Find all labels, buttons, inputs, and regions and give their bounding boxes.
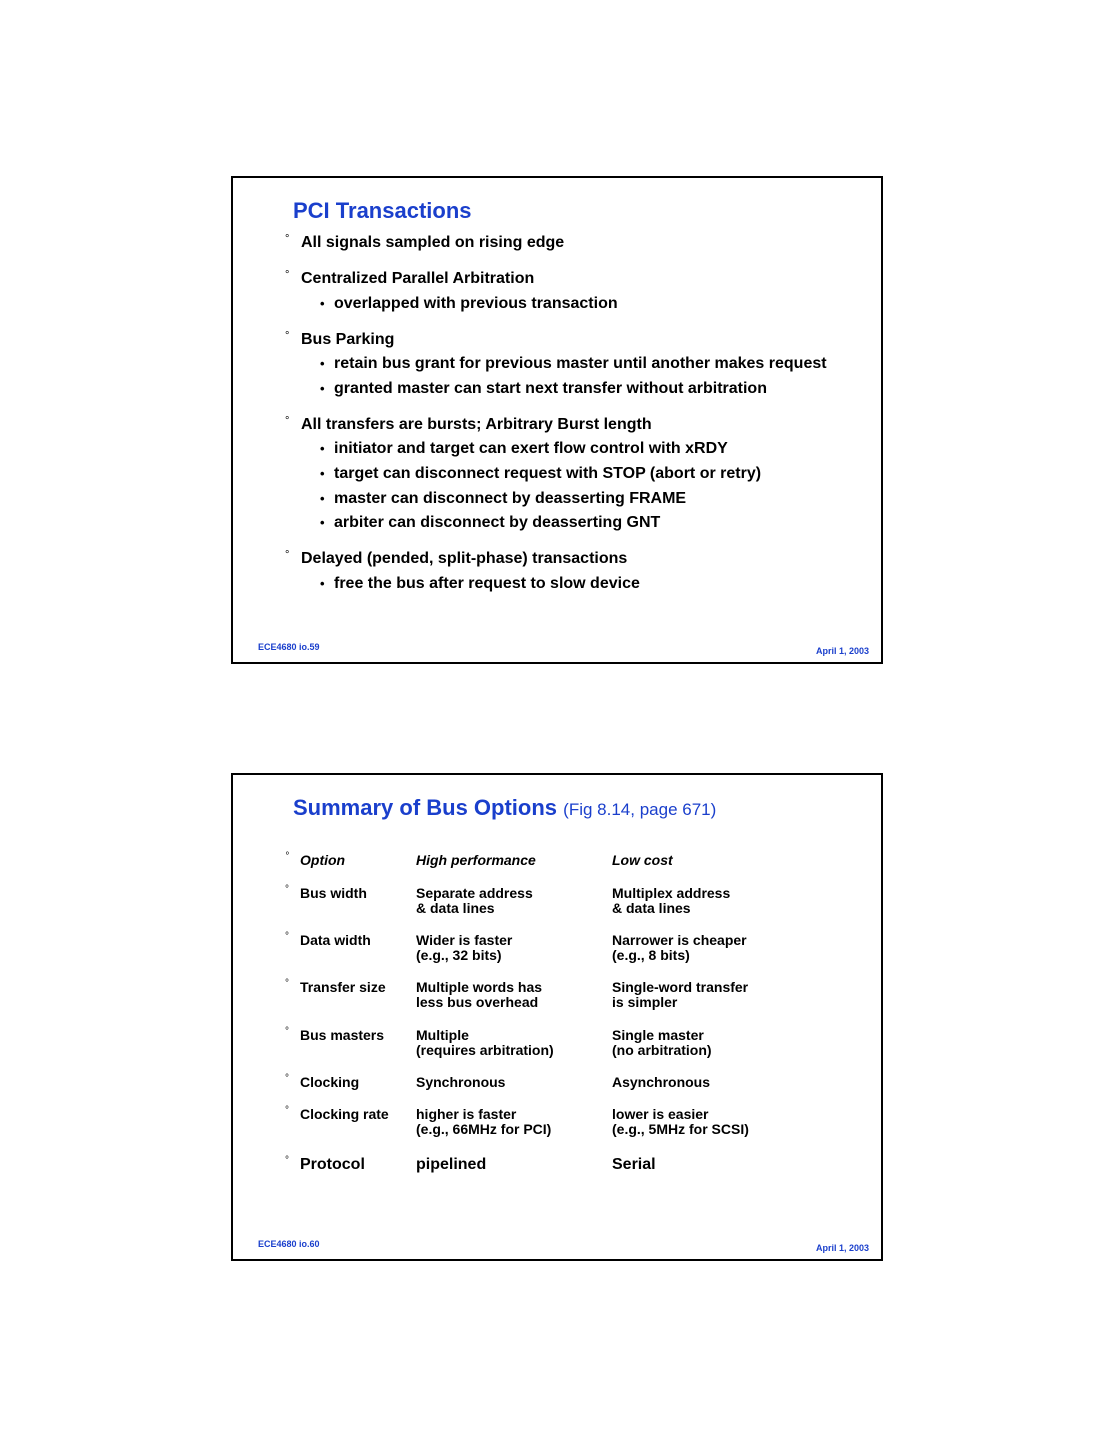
bullet-text: Centralized Parallel Arbitration (301, 270, 535, 287)
cell-option: Protocol (300, 1156, 365, 1173)
bullet-text: Delayed (pended, split-phase) transactions (301, 550, 628, 568)
sub-bullet-item (285, 294, 875, 314)
cell-line: less bus overhead (416, 994, 539, 1010)
cell-line: higher is faster (416, 1106, 517, 1122)
cell-option: Data width (300, 932, 371, 948)
cell-line: Wider is faster (416, 932, 513, 948)
header-option: Option (300, 852, 346, 868)
dot-bullet: • (320, 380, 325, 396)
cell-line: Asynchronous (612, 1074, 711, 1090)
degree-bullet: ° (285, 884, 289, 895)
cell-line: & data lines (612, 900, 691, 916)
slide-bus-options (231, 773, 883, 1261)
cell-line: lower is easier (612, 1106, 709, 1122)
cell-line: Multiplex address (612, 885, 731, 901)
slide-title (293, 795, 716, 821)
cell-high-performance (416, 1028, 554, 1058)
sub-bullet-item (285, 439, 875, 459)
cell-high-performance (416, 886, 533, 916)
dot-bullet: • (320, 295, 325, 311)
sub-bullet-item (285, 354, 875, 374)
sub-bullet-item (285, 513, 875, 533)
cell-line: pipelined (416, 1156, 487, 1173)
table-row (285, 1107, 865, 1157)
degree-bullet: ° (285, 1155, 289, 1166)
cell-line: Single-word transfer (612, 979, 749, 995)
table-row (285, 980, 865, 1028)
cell-low-cost (612, 1075, 710, 1090)
slide-title: PCI Transactions (293, 198, 472, 223)
bullet-item (285, 269, 875, 289)
cell-line: is simpler (612, 994, 678, 1010)
cell-option: Bus masters (300, 1027, 385, 1043)
cell-option: Clocking (300, 1074, 360, 1090)
dot-bullet: • (320, 490, 325, 506)
cell-high-performance (416, 933, 512, 963)
table-row (285, 886, 865, 933)
bullet-text: Bus Parking (301, 330, 395, 348)
sub-bullet-item (285, 574, 875, 594)
bullet-item (285, 233, 875, 253)
cell-low-cost (612, 1028, 712, 1058)
table-row (285, 933, 865, 980)
degree-bullet: ° (285, 269, 290, 281)
degree-bullet: ° (285, 414, 290, 427)
cell-line: (no arbitration) (612, 1042, 712, 1058)
cell-option: Clocking rate (300, 1106, 389, 1122)
options-table (285, 853, 865, 1187)
bullet-item (285, 415, 875, 435)
cell-line: Multiple (416, 1027, 469, 1043)
header-high-performance: High performance (416, 852, 536, 868)
degree-bullet: ° (285, 851, 289, 862)
cell-line: & data lines (416, 900, 495, 916)
sub-bullet-item (285, 489, 875, 509)
sub-bullet-item (285, 379, 875, 399)
cell-low-cost (612, 980, 748, 1010)
dot-bullet: • (320, 356, 325, 372)
cell-high-performance (416, 1107, 551, 1137)
degree-bullet: ° (285, 978, 289, 989)
footer-course: ECE4680 io.60 (258, 1239, 320, 1249)
sub-bullet-text: target can disconnect request with STOP (abort or retry) (334, 464, 762, 482)
cell-line: Multiple words has (416, 979, 543, 995)
bullet-item (285, 330, 875, 350)
cell-low-cost (612, 1157, 656, 1172)
table-header (285, 853, 865, 886)
dot-bullet: • (320, 515, 325, 531)
bullet-list (285, 233, 875, 594)
table-row (285, 1157, 865, 1187)
degree-bullet: ° (285, 1105, 289, 1116)
cell-line: (e.g., 8 bits) (612, 947, 690, 963)
cell-line: Separate address (416, 885, 533, 901)
degree-bullet: ° (285, 329, 290, 342)
slide-title-text: Summary of Bus Options (293, 795, 558, 820)
footer-date: April 1, 2003 (815, 646, 869, 656)
sub-bullet-text: initiator and target can exert flow control with xRDY (334, 440, 728, 458)
sub-bullet-text: granted master can start next transfer without arbitration (334, 379, 767, 397)
footer-date: April 1, 2003 (815, 1243, 869, 1253)
header-low-cost: Low cost (612, 852, 673, 868)
cell-line: (e.g., 5MHz for SCSI) (612, 1121, 749, 1137)
cell-low-cost (612, 1107, 749, 1137)
slide-subtitle: (Fig 8.14, page 671) (563, 800, 717, 819)
cell-high-performance (416, 980, 542, 1010)
bullet-text: All signals sampled on rising edge (301, 234, 565, 251)
degree-bullet: ° (285, 1026, 289, 1037)
bullet-text: All transfers are bursts; Arbitrary Burst length (301, 415, 652, 433)
cell-low-cost (612, 886, 730, 916)
sub-bullet-text: retain bus grant for previous master until another makes request (334, 355, 827, 373)
dot-bullet: • (320, 441, 325, 457)
sub-bullet-item (285, 464, 875, 484)
dot-bullet: • (320, 465, 325, 481)
cell-line: (e.g., 66MHz for PCI) (416, 1121, 552, 1137)
table-row (285, 1075, 865, 1107)
degree-bullet: ° (285, 549, 290, 562)
cell-line: Serial (612, 1156, 656, 1173)
sub-bullet-text: overlapped with previous transaction (334, 294, 618, 312)
degree-bullet: ° (285, 931, 289, 942)
table-row (285, 1028, 865, 1075)
sub-bullet-text: free the bus after request to slow device (334, 574, 640, 592)
cell-line: Single master (612, 1027, 704, 1043)
cell-line: (requires arbitration) (416, 1042, 554, 1058)
cell-line: Narrower is cheaper (612, 932, 747, 948)
bullet-item (285, 549, 875, 569)
slide-pci-transactions (231, 176, 883, 664)
sub-bullet-text: arbiter can disconnect by deasserting GNT (334, 514, 661, 532)
cell-high-performance (416, 1075, 505, 1090)
degree-bullet: ° (285, 233, 290, 245)
cell-option: Transfer size (300, 979, 386, 995)
cell-high-performance (416, 1157, 486, 1172)
cell-line: Synchronous (416, 1074, 506, 1090)
cell-low-cost (612, 933, 747, 963)
degree-bullet: ° (285, 1073, 289, 1084)
footer-course: ECE4680 io.59 (258, 642, 320, 652)
cell-line: (e.g., 32 bits) (416, 947, 502, 963)
dot-bullet: • (320, 575, 325, 591)
cell-option: Bus width (300, 885, 367, 901)
sub-bullet-text: master can disconnect by deasserting FRAME (334, 489, 687, 507)
